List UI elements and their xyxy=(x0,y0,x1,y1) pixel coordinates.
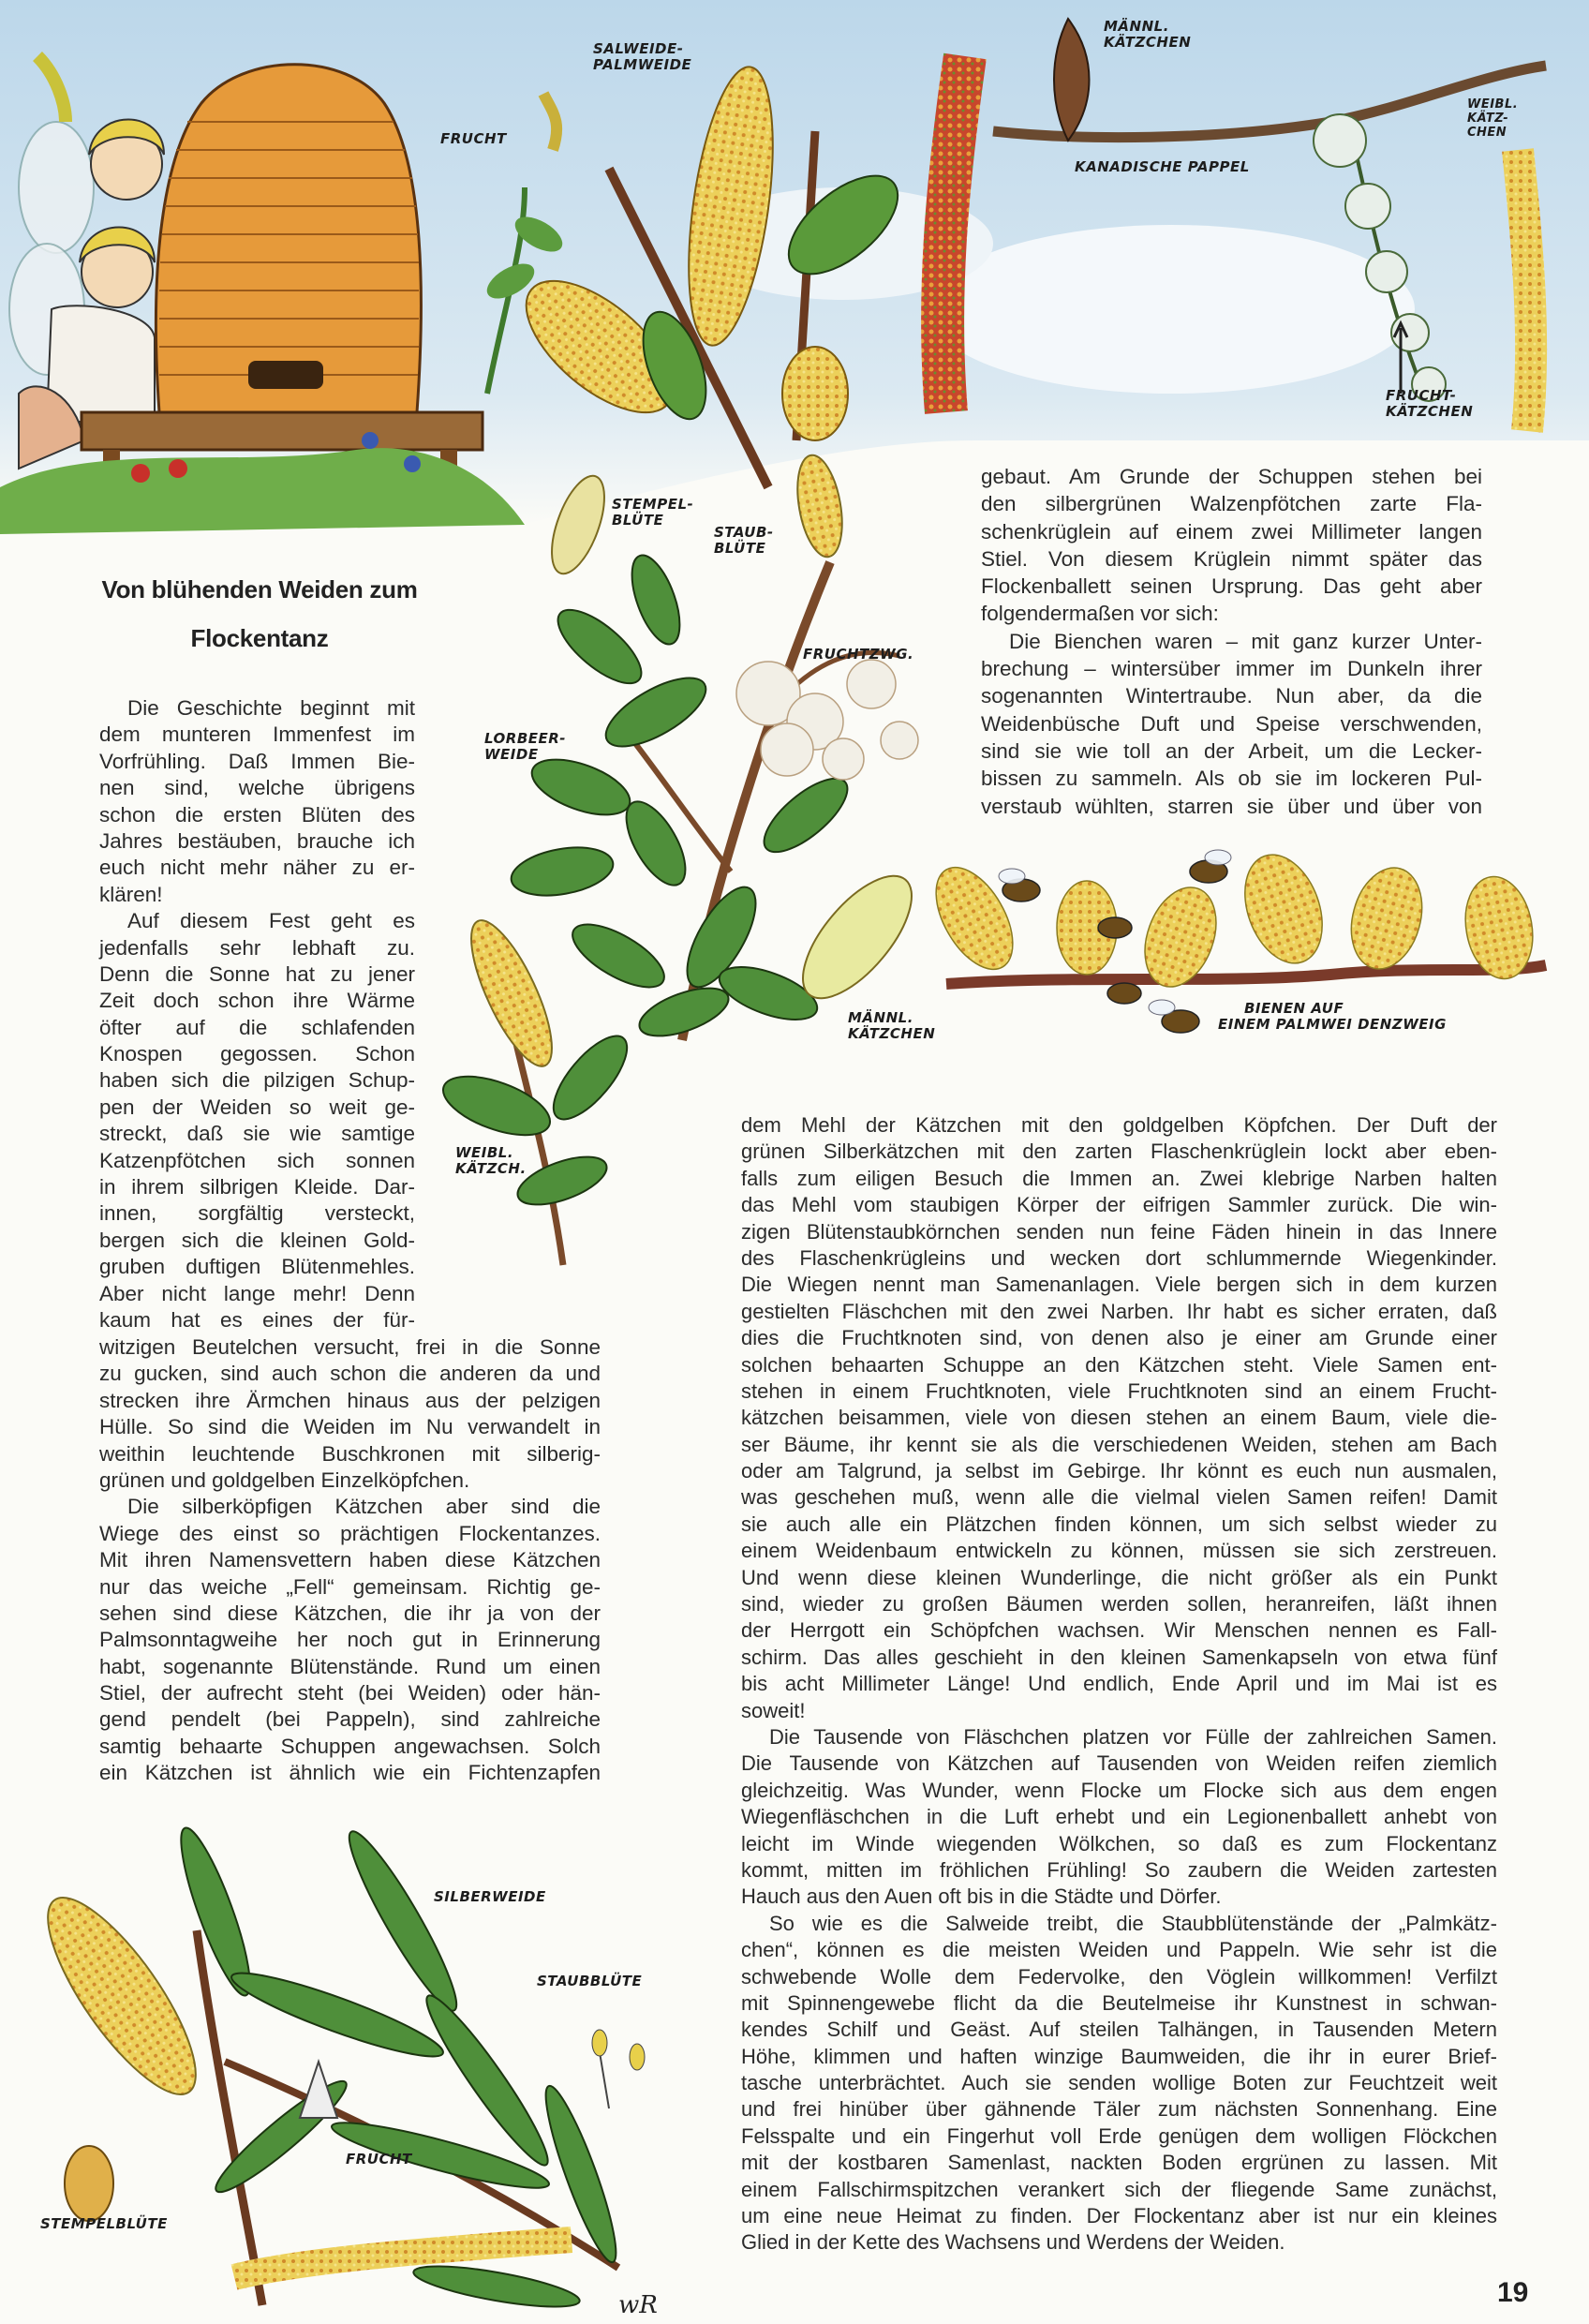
text-line: nur das weiche „Fell“ gemeinsam. Richtig ge- xyxy=(99,1574,601,1599)
article-title-line1: Von blühenden Weiden zum xyxy=(101,575,418,603)
paragraph xyxy=(741,1724,1497,1911)
text-line: sind, wieder zu großen Bäumen werden sollen, heranreifen, läßt ihnen xyxy=(741,1592,1497,1616)
text-line: leicht im Winde wiegenden Wölkchen, so daß es zum Flockentanz xyxy=(741,1831,1497,1855)
text-line: Stiel, der aufrecht steht (bei Weiden) oder hän- xyxy=(99,1681,601,1706)
paragraph xyxy=(99,908,415,1333)
text-line: jedenfalls sehr lebhaft zu. xyxy=(99,935,415,960)
label-silberweide: SILBERWEIDE xyxy=(434,1888,546,1905)
label-weibl-kaetzchen-top: WEIBL. KÄTZ- CHEN xyxy=(1467,97,1519,140)
label-salweide: SALWEIDE- PALMWEIDE xyxy=(593,40,692,73)
page-number: 19 xyxy=(1497,2277,1529,2308)
text-line: samtig behaarte Schuppen angewachsen. Solch xyxy=(99,1734,601,1758)
label-maennl-kaetzchen-top: MÄNNL. KÄTZCHEN xyxy=(1104,18,1192,51)
text-line: Jahres bestäuben, brauche ich xyxy=(99,828,415,853)
text-line: Und wenn diese kleinen Wunderlinge, die nicht größer als ein Punkt xyxy=(741,1565,1497,1589)
text-line: Flockenballett seinen Ursprung. Das geht aber xyxy=(981,574,1482,599)
text-line: mit der kostbaren Samenlast, nackten Boden ergrünen zu lassen. Mit xyxy=(741,2151,1497,2175)
text-line: euch nicht mehr näher zu er- xyxy=(99,856,415,880)
text-line: Hülle. So sind die Weiden im Nu verwandelt in xyxy=(99,1415,601,1439)
text-line: des Flaschenkrügleins und wecken dort schlummernde Wiegenkinder. xyxy=(741,1245,1497,1270)
text-line: einem Weidenbaum entwickeln zu können, müssen sie sich zerstreuen. xyxy=(741,1539,1497,1563)
text-line: Hauch aus den Auen oft bis in die Städte und Dörfer. xyxy=(741,1885,1222,1909)
text-line: klären! xyxy=(99,882,163,906)
text-line: und frei hinüber über gähnende Täler zum nächsten Sonnenhang. Eine xyxy=(741,2097,1497,2122)
text-line: sind sie wie toll an der Arbeit, um die Lecker- xyxy=(981,738,1482,763)
text-line: ser Bäume, ihr kennt sie als die verschiedenen Weiden, stehen am Bach xyxy=(741,1432,1497,1456)
paragraph xyxy=(981,628,1482,820)
paragraph xyxy=(741,1911,1497,2257)
text-line: gebaut. Am Grunde der Schuppen stehen bei xyxy=(981,465,1482,488)
text-line: haben sich die pilzigen Schup- xyxy=(99,1068,415,1093)
text-line: gestielten Fläschchen mit den zwei Narben. Ihr habt es sicher erraten, daß xyxy=(741,1299,1497,1323)
text-line: brechung – wintersüber immer im Dunkeln ihrer xyxy=(981,657,1482,681)
text-line: Vorfrühling. Daß Immen Bie- xyxy=(99,749,415,773)
text-line: zigen Blütenstaubkörnchen senden nun feine Fäden hinein in das Innere xyxy=(741,1219,1497,1244)
text-line: witzigen Beutelchen versucht, frei in die Sonne xyxy=(99,1335,601,1359)
text-line: um eine neue Heimat zu finden. Der Flockentanz aber ist nur ein kleines xyxy=(741,2204,1497,2228)
label-stempelbluete: STEMPEL- BLÜTE xyxy=(612,496,694,529)
text-line: Aber nicht lange mehr! Denn xyxy=(99,1281,415,1305)
label-staubbluete-bottom: STAUBBLÜTE xyxy=(537,1973,643,1989)
text-line: falls zum eiligen Besuch die Immen an. Zwei klebrige Narben halten xyxy=(741,1166,1497,1190)
text-line: ein Kätzchen ist ähnlich wie ein Fichtenzapfen xyxy=(99,1761,601,1785)
label-kanadische-pappel: KANADISCHE PAPPEL xyxy=(1075,158,1250,175)
text-line: kaum hat es eines der für- xyxy=(99,1307,415,1332)
label-frucht-top: FRUCHT xyxy=(440,130,507,147)
text-line: dem munteren Immenfest im xyxy=(99,723,415,747)
text-line: bis acht Millimeter Länge! Und endlich, Ende April und im Mai ist es xyxy=(741,1672,1497,1696)
text-line: gruben duftigen Blütenmehles. xyxy=(99,1255,415,1279)
text-line: innen, sorgfältig versteckt, xyxy=(99,1201,415,1226)
text-line: Palmsonntagweihe her noch gut in Erinnerung xyxy=(99,1628,601,1652)
paragraph xyxy=(99,1494,601,1786)
text-line: kätzchen beisammen, viele von diesen stehen an einem Baum, viele die- xyxy=(741,1406,1497,1430)
text-line: habt, sogenannte Blütenstände. Rund um einen xyxy=(99,1654,601,1678)
text-line: streckt, daß sie wie samtige xyxy=(99,1122,415,1146)
text-line: grünen und goldgelben Einzelköpfchen. xyxy=(99,1467,470,1492)
text-line: Mit ihren Namensvettern haben diese Kätzchen xyxy=(99,1548,601,1572)
text-line: grünen Silberkätzchen mit den zarten Flaschenkrüglein lockt aber eben- xyxy=(741,1140,1497,1164)
text-line: öfter auf die schlafenden xyxy=(99,1015,415,1039)
text-line: tasche unterbrächtet. Auch sie senden wollige Boten zur Feuchtzeit weit xyxy=(741,2071,1497,2095)
text-line: Die Tausende von Kätzchen auf Tausenden von Weiden reifen ziemlich xyxy=(741,1751,1497,1776)
left-column-narrow xyxy=(99,695,415,1333)
text-line: Glied in der Kette des Wachsens und Werdens der Weiden. xyxy=(741,2230,1285,2255)
paragraph xyxy=(99,695,415,908)
text-line: Stiel. Von diesem Krüglein nimmt später das xyxy=(981,546,1482,571)
text-line: chen“, können es die meisten Weiden und Pappeln. Wie sehr ist die xyxy=(741,1938,1497,1962)
text-line: strecken ihre Ärmchen hinaus aus der pelzigen xyxy=(99,1388,601,1412)
silberweide-illustration xyxy=(24,1823,645,2316)
text-line: Weidenbüsche Duft und Speise verschwenden, xyxy=(981,711,1482,736)
text-line: Wiegenfläschchen in die Luft erhebt und ein Legionenballett anhebt von xyxy=(741,1805,1497,1829)
label-lorbeerweide: LORBEER- WEIDE xyxy=(484,730,567,763)
label-fruchtzwg: FRUCHTZWG. xyxy=(803,646,914,663)
text-line: folgendermaßen vor sich: xyxy=(981,602,1219,626)
text-line: Zeit doch schon ihre Wärme xyxy=(99,989,415,1013)
text-line: Denn die Sonne hat zu jener xyxy=(99,961,415,986)
label-stempelbluete-bottom: STEMPELBLÜTE xyxy=(40,2215,168,2232)
text-line: gleichzeitig. Was Wunder, wenn Flocke um Flocke sich aus dem engen xyxy=(741,1778,1497,1802)
text-line: mit Spinnengewebe flicht da die Beutelmeise ihr Kunstnest in schwan- xyxy=(741,1990,1497,2015)
text-line: das Mehl vom staubigen Körper der eifrigen Sammler zurück. Die win- xyxy=(741,1193,1497,1217)
text-line: stehen in einem Fruchtknoten, viele Fruchtknoten sind an einem Frucht- xyxy=(741,1378,1497,1403)
article-title-line2: Flockentanz xyxy=(190,624,329,652)
text-line: schenkrüglein auf einem zwei Millimeter langen xyxy=(981,519,1482,544)
text-line: den silbergrünen Walzenpfötchen zarte Fla- xyxy=(981,492,1482,516)
text-line: Die Tausende von Fläschchen platzen vor Fülle der zahlreichen Samen. xyxy=(769,1724,1497,1749)
text-line: pen der Weiden so weit ge- xyxy=(99,1095,415,1119)
text-line: verstaub wühlten, starren sie über und über von xyxy=(981,794,1482,818)
text-line: soweit! xyxy=(741,1698,806,1722)
signature: wR xyxy=(618,2291,658,2319)
text-line: Wiege des einst so prächtigen Flockentanzes. xyxy=(99,1521,601,1545)
text-line: nen sind, welche übrigens xyxy=(99,776,415,800)
text-line: Die Geschichte beginnt mit xyxy=(127,696,415,720)
text-line: Knospen gegossen. Schon xyxy=(99,1042,415,1066)
right-column-top xyxy=(981,463,1482,820)
text-line: der Herrgott ein Schöpfchen wachsen. Wir Menschen nennen es Fall- xyxy=(741,1618,1497,1643)
text-line: sie auch alle ein Plätzchen finden können, um sich selbst wieder zu xyxy=(741,1512,1497,1536)
text-line: Die Wiegen nennt man Samenanlagen. Viele bergen sich in dem kurzen xyxy=(741,1273,1497,1297)
text-line: Felsspalte und ein Fingerhut voll Erde genügen dem wolligen Flöckchen xyxy=(741,2123,1497,2148)
label-fruchtkaetzchen: FRUCHT- KÄTZCHEN xyxy=(1386,387,1474,420)
text-line: Die Bienchen waren – mit ganz kurzer Unter- xyxy=(1009,629,1482,653)
text-line: zu gucken, sind auch schon die anderen da und xyxy=(99,1362,601,1386)
right-column-bottom xyxy=(741,1112,1497,2257)
text-line: kendes Schilf und Geäst. Auf steilen Talhängen, in Tausenden Metern xyxy=(741,2018,1497,2042)
label-staubbluete: STAUB- BLÜTE xyxy=(714,524,774,557)
text-line: dies die Fruchtknoten sind, von denen also je einer am Grunde einer xyxy=(741,1326,1497,1350)
paragraph xyxy=(981,463,1482,628)
paragraph xyxy=(99,1334,601,1494)
text-line: dem Mehl der Kätzchen mit den goldgelben Köpfchen. Der Duft der xyxy=(741,1113,1497,1137)
text-line: sehen sind diese Kätzchen, die ihr ja von der xyxy=(99,1601,601,1625)
text-line: So wie es die Salweide treibt, die Staubblütenstände der „Palmkätz- xyxy=(769,1911,1497,1935)
text-line: gend pendelt (bei Pappeln), sind zahlreiche xyxy=(99,1707,601,1732)
text-line: solchen behaarten Schuppe an den Kätzchen steht. Viele Samen ent- xyxy=(741,1352,1497,1377)
text-line: schirm. Das alles geschieht in den kleinen Samenkapseln von etwa fünf xyxy=(741,1645,1497,1669)
text-line: schon die ersten Blüten des xyxy=(99,802,415,827)
text-line: kommt, mitten im fröhlichen Frühling! So zaubern die Weiden zartesten xyxy=(741,1857,1497,1882)
text-line: weithin leuchtende Buschkronen mit silberig- xyxy=(99,1441,601,1466)
paragraph xyxy=(741,1112,1497,1724)
left-column-wide xyxy=(99,1334,601,1787)
label-maennl-kaetzchen-mid: MÄNNL. KÄTZCHEN xyxy=(848,1009,936,1042)
text-line: Katzenpfötchen sich sonnen xyxy=(99,1148,415,1172)
text-line: in ihrem silbrigen Kleide. Dar- xyxy=(99,1175,415,1199)
text-line: schwebende Wolle dem Federvolke, den Vöglein willkommen! Verfilzt xyxy=(741,1964,1497,1989)
text-line: Auf diesem Fest geht es xyxy=(127,909,415,933)
text-line: bergen sich die kleinen Gold- xyxy=(99,1228,415,1252)
text-line: einem Fallschirmspitzchen verankert sich der fliegende Same zunächst, xyxy=(741,2177,1497,2201)
text-line: was geschehen muß, wenn alle die vielmal vielen Samen reifen! Damit xyxy=(741,1485,1497,1510)
text-line: sogenannten Wintertraube. Nun aber, da die xyxy=(981,684,1482,708)
text-line: Die silberköpfigen Kätzchen aber sind die xyxy=(127,1495,601,1519)
text-line: Höhe, klimmen und haften winzige Baumweiden, die ihr in eurer Brief- xyxy=(741,2044,1497,2068)
label-weibl-kaetzch: WEIBL. KÄTZCH. xyxy=(455,1144,527,1177)
label-frucht-bottom: FRUCHT xyxy=(346,2151,412,2168)
text-line: bissen zu sammeln. Als ob sie im lockeren Pul- xyxy=(981,767,1482,791)
text-line: oder am Talgrund, ja selbst im Gebirge. Ihr könnt es euch nun ausmalen, xyxy=(741,1459,1497,1483)
label-bienen-palmweidenzweig: BIENEN AUF EINEM PALMWEI DENZWEIG xyxy=(1218,1000,1447,1033)
